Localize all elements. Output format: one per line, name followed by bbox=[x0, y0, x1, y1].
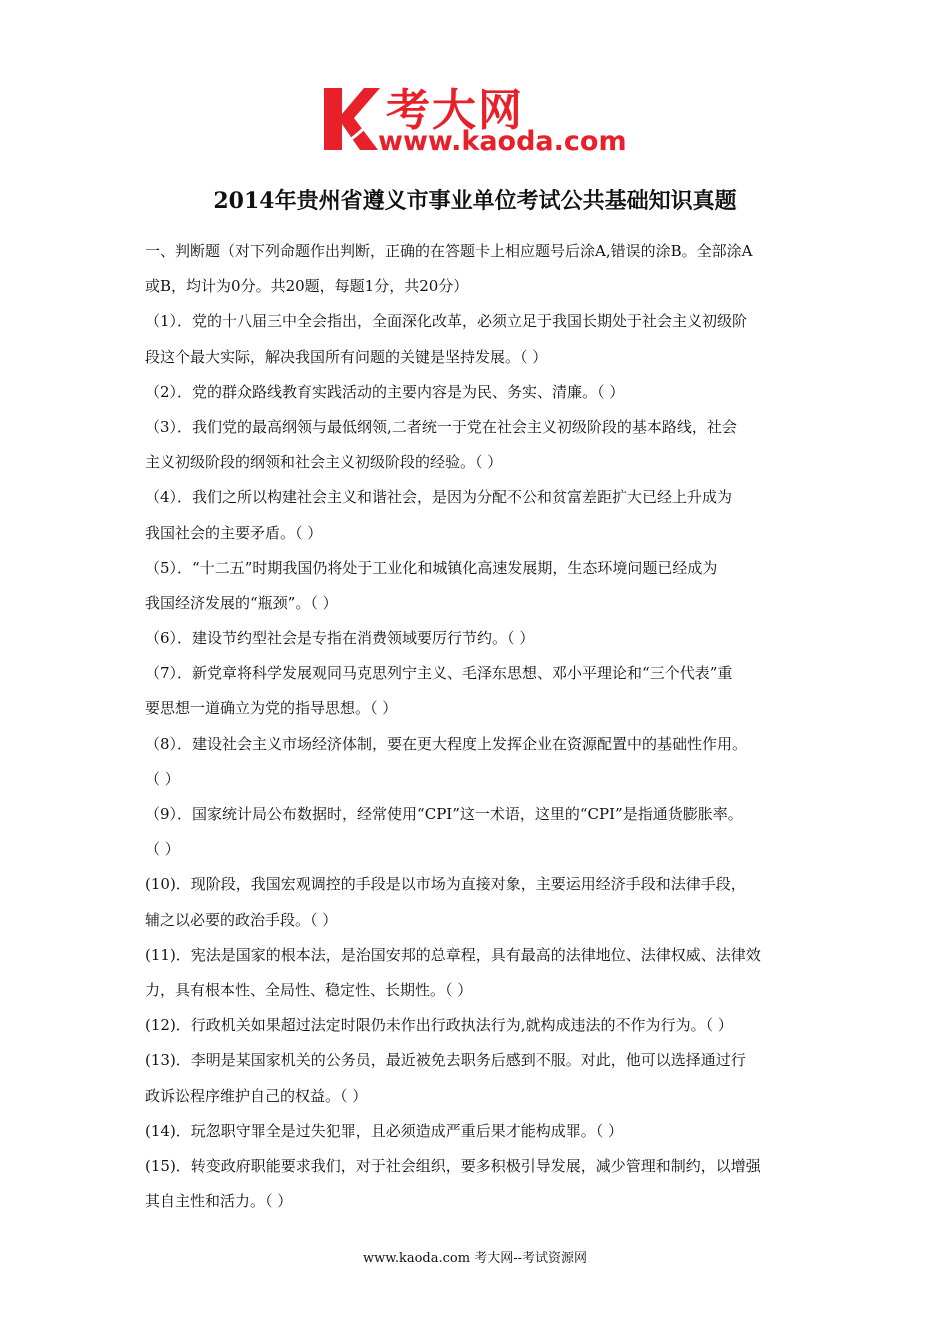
k-logo-icon bbox=[320, 84, 382, 154]
text-line: (15)．转变政府职能要求我们，对于社会组织，要多积极引导发展，减少管理和制约，以增强 bbox=[145, 1156, 761, 1175]
text-line: 主义初级阶段的纲领和社会主义初级阶段的经验。（ ） bbox=[145, 453, 503, 472]
text-line: （5）．“十二五”时期我国仍将处于工业化和城镇化高速发展期，生态环境问题已经成为 bbox=[145, 558, 718, 577]
text-line: 政诉讼程序维护自己的权益。（ ） bbox=[145, 1086, 368, 1105]
text-line: （3）．我们党的最高纲领与最低纲领,二者统一于党在社会主义初级阶段的基本路线，社会 bbox=[145, 417, 737, 436]
question-list bbox=[145, 234, 825, 1219]
text-line: （9）．国家统计局公布数据时，经常使用“CPI”这一术语，这里的“CPI”是指通货膨胀率。 bbox=[145, 805, 743, 823]
text-line: 我国经济发展的“瓶颈”。（ ） bbox=[145, 593, 338, 612]
kaoda-logo bbox=[320, 78, 640, 158]
text-line: （6）．建设节约型社会是专指在消费领域要厉行节约。（ ） bbox=[145, 629, 535, 648]
text-line: (13)．李明是某国家机关的公务员，最近被免去职务后感到不服。对此，他可以选择通过行 bbox=[145, 1051, 746, 1070]
text-line: （ ） bbox=[145, 840, 180, 859]
page-title: 2014年贵州省遵义市事业单位考试公共基础知识真题 bbox=[213, 188, 737, 214]
text-line: （ ） bbox=[145, 769, 180, 788]
text-line: （2）．党的群众路线教育实践活动的主要内容是为民、务实、清廉。（ ） bbox=[145, 382, 625, 401]
text-line: (14)．玩忽职守罪全是过失犯罪，且必须造成严重后果才能构成罪。（ ） bbox=[145, 1121, 624, 1140]
text-line: （1）．党的十八届三中全会指出，全面深化改革，必须立足于我国长期处于社会主义初级阶 bbox=[145, 312, 748, 331]
text-line: (11)．宪法是国家的根本法，是治国安邦的总章程，具有最高的法律地位、法律权威、法律效 bbox=[145, 945, 761, 964]
text-line: (12)．行政机关如果超过法定时限仍未作出行政执法行为,就构成违法的不作为行为。（ ） bbox=[145, 1016, 733, 1035]
text-line: （8）．建设社会主义市场经济体制，要在更大程度上发挥企业在资源配置中的基础性作用。 bbox=[145, 734, 748, 753]
text-line: 辅之以必要的政治手段。（ ） bbox=[145, 910, 338, 929]
logo-url: www.kaoda.com bbox=[378, 126, 627, 157]
text-line: 我国社会的主要矛盾。（ ） bbox=[145, 523, 323, 542]
text-line: 要思想一道确立为党的指导思想。（ ） bbox=[145, 699, 398, 718]
text-line: 其自主性和活力。（ ） bbox=[145, 1192, 293, 1211]
logo-name: 考大网 bbox=[386, 85, 524, 136]
text-line: 一、判断题（对下列命题作出判断，正确的在答题卡上相应题号后涂A,错误的涂B。全部涂A bbox=[145, 242, 753, 260]
text-line: 或B，均计为0分。共20题，每题1分，共20分） bbox=[145, 277, 469, 296]
text-line: (10)．现阶段，我国宏观调控的手段是以市场为直接对象，主要运用经济手段和法律手段， bbox=[145, 875, 746, 894]
text-line: 力，具有根本性、全局性、稳定性、长期性。（ ） bbox=[145, 980, 473, 999]
page-footer: www.kaoda.com 考大网--考试资源网 bbox=[363, 1251, 587, 1266]
text-line: （4）．我们之所以构建社会主义和谐社会，是因为分配不公和贫富差距扩大已经上升成为 bbox=[145, 488, 733, 507]
text-line: 段这个最大实际，解决我国所有问题的关键是坚持发展。（ ） bbox=[145, 347, 548, 366]
text-line: （7）．新党章将科学发展观同马克思列宁主义、毛泽东思想、邓小平理论和“三个代表”重 bbox=[145, 664, 733, 683]
